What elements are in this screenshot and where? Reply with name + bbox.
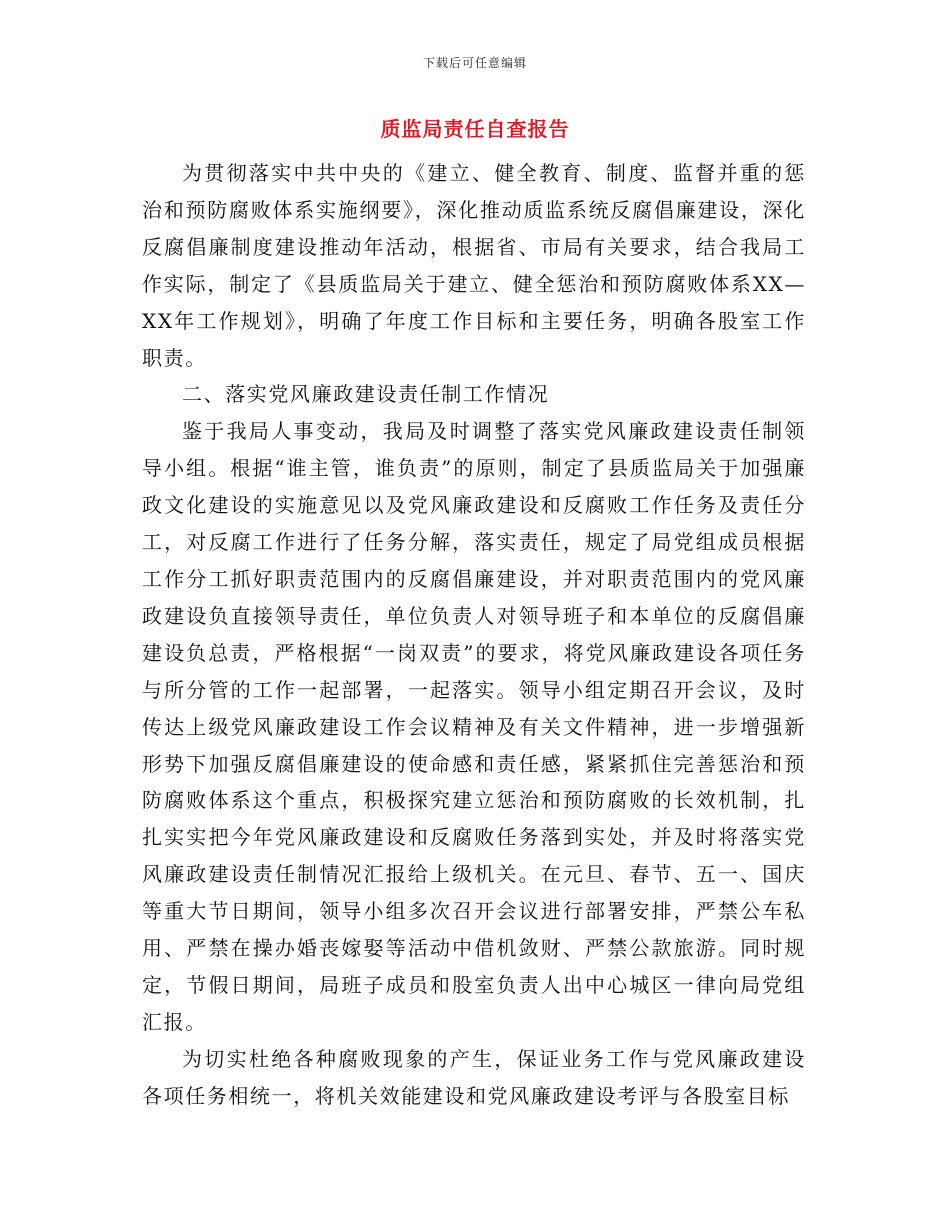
document-body bbox=[142, 155, 806, 1115]
paragraph: 鉴于我局人事变动，我局及时调整了落实党风廉政建设责任制领导小组。根据“谁主管，谁负责”的原则，制定了县质监局关于加强廉政文化建设的实施意见以及党风廉政建设和反腐败工作任务及责任分工，对反腐工作进行了任务分解，落实责任，规定了局党组成员根据工作分工抓好职责范围内的反腐倡廉建设，并对职责范围内的党风廉政建设负直接领导责任，单位负责人对领导班子和本单位的反腐倡廉建设负总责，严格根据“一岗双责”的要求，将党风廉政建设各项任务与所分管的工作一起部署，一起落实。领导小组定期召开会议，及时传达上级党风廉政建设工作会议精神及有关文件精神，进一步增强新形势下加强反腐倡廉建设的使命感和责任感，紧紧抓住完善惩治和预防腐败体系这个重点，积极探究建立惩治和预防腐败的长效机制，扎扎实实把今年党风廉政建设和反腐败任务落到实处，并及时将落实党风廉政建设责任制情况汇报给上级机关。在元旦、春节、五一、国庆等重大节日期间，领导小组多次召开会议进行部署安排，严禁公车私用、严禁在操办婚丧嫁娶等活动中借机敛财、严禁公款旅游。同时规定，节假日期间，局班子成员和股室负责人出中心城区一律向局党组汇报。 bbox=[142, 419, 806, 1034]
document-title: 质监局责任自查报告 bbox=[380, 117, 570, 141]
paragraph: 为贯彻落实中共中央的《建立、健全教育、制度、监督并重的惩治和预防腐败体系实施纲要》，深化推动质监系统反腐倡廉建设，深化反腐倡廉制度建设推动年活动，根据省、市局有关要求，结合我局工作实际，制定了《县质监局关于建立、健全惩治和预防腐败体系XX—XX年工作规划》，明确了年度工作目标和主要任务，明确各股室工作职责。 bbox=[142, 161, 806, 370]
header-note: 下载后可任意编辑 bbox=[422, 56, 527, 70]
paragraph: 为切实杜绝各种腐败现象的产生，保证业务工作与党风廉政建设各项任务相统一，将机关效能建设和党风廉政建设考评与各股室目标 bbox=[142, 1046, 806, 1108]
section-heading: 二、落实党风廉政建设责任制工作情况 bbox=[182, 382, 550, 407]
